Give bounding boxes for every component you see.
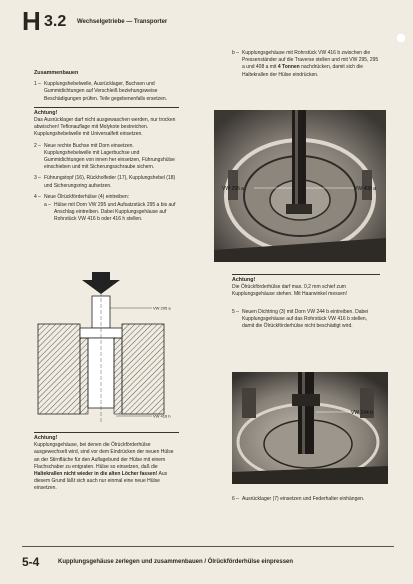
- step-1: 1 – Kupplungshebelwelle, Ausrücklager, Buchsen und Gummidichtungen auf Verschleiß beziehungsweise Beschädigungen prüfen. Teile gegebenenfalls ersetzen.: [34, 81, 168, 102]
- step-2: 2 – Neue rechte Buchse mit Dorn einsetzen. Kupplungshebelwelle mit Lagerbuchse und Gummidichtungen von innen her einsetzen, Führungshülse einschieben und mit Sicherungsschraube sichern.: [34, 142, 175, 171]
- cross-section-drawing: [34, 272, 184, 430]
- step-4b: b – Kupplungsgehäuse mit Rohrstück VW 416 b zwischen die Pressenständer auf die Traverse stellen und mit VW 295, 295 a und 408 a mit 4 Tonnen nachdrücken, damit sich die Haltekrallen der Hülse eindrücken.: [232, 50, 379, 78]
- section-title: Wechselgetriebe — Transporter: [77, 19, 168, 25]
- step-4a: a – Hülse mit Dorn VW 295 und Aufsatzstück 295 a bis auf Anschlag eintreiben. Dabei Kupplungsgehäuse auf Rohrstück VW 416 b oder 416 h stellen.: [44, 202, 176, 223]
- tool-label-top: VW 295 a: [153, 305, 171, 311]
- photo1-label-left: VW 295 a: [222, 186, 244, 192]
- step-6: 6 – Ausrücklager (7) einsetzen und Federhalter einhängen.: [232, 496, 365, 502]
- note-1: Achtung! Das Ausrücklager darf nicht ausgewaschen werden, nur trocken abwischen! Teflonauflage mit Molykote bestreichen. Kupplungshebelwelle mit Universalfett einsetzen.: [34, 107, 179, 139]
- left-column: [34, 70, 179, 224]
- left-note-2: [34, 432, 179, 497]
- press-photo-2: [232, 372, 388, 484]
- press-photo-1-svg: [214, 110, 386, 262]
- right-top-text: [232, 50, 380, 79]
- tool-label-bottom: VW 416 b: [153, 413, 171, 419]
- cross-section-svg: [34, 272, 184, 430]
- section-number: 3.2: [44, 13, 67, 30]
- page-footer: [22, 546, 394, 569]
- press-photo-1: [214, 110, 386, 262]
- photo2-label: VW 244 b: [351, 410, 373, 416]
- photo1-label-right: VW 408 a: [354, 186, 376, 192]
- binder-hole: [396, 33, 406, 43]
- footer-title: Kupplungsgehäuse zerlegen und zusammenbauen / Ölrückförderhülse einpressen: [58, 559, 294, 565]
- step-5: 5 – Neuen Dichtring (3) mit Dorn VW 244 b eintreiben. Dabei Kupplungsgehäuse auf das Rohrstück VW 416 b stellen, damit die Ölrückförderhülse nicht beschädigt wird.: [232, 308, 369, 330]
- chapter-letter: H: [22, 6, 40, 36]
- step-4: 4 – Neue Ölrückförderhülse (4) eintreiben:: [34, 193, 130, 200]
- note-2: Achtung! Kupplungsgehäuse, bei denen die Ölrückförderhülse ausgewechselt wird, sind vor dem Eindrücken der neuen Hülse an der Stirnfläche für den Auflagebund der Hülse mit einem Flachschaber zu entgraten. Hülse so einsetzen, daß die Haltekrallen nicht wieder in die alten Löcher fassen! Aus diesem Grund läßt sich auch nur einmal eine neue Hülse einsetzen.: [34, 432, 179, 493]
- press-photo-2-svg: [232, 372, 388, 484]
- step-3: 3 – Führungstopf (16), Rückholfeder (17), Kupplungshebel (18) und Sicherungsring aufsetzen.: [34, 175, 176, 189]
- press-arrow-icon: [82, 272, 120, 294]
- right-bottom-text: [232, 496, 380, 507]
- page-header: [22, 6, 168, 36]
- right-mid-text: [232, 274, 380, 334]
- left-section-heading: Zusammenbauen: [34, 70, 79, 76]
- page-number: 5-4: [22, 555, 40, 569]
- note-3: Achtung! Die Ölrückförderhülse darf max. 0,2 mm schief zum Kupplungsgehäuse stehen. Mit Haarwinkel messen!: [232, 274, 380, 299]
